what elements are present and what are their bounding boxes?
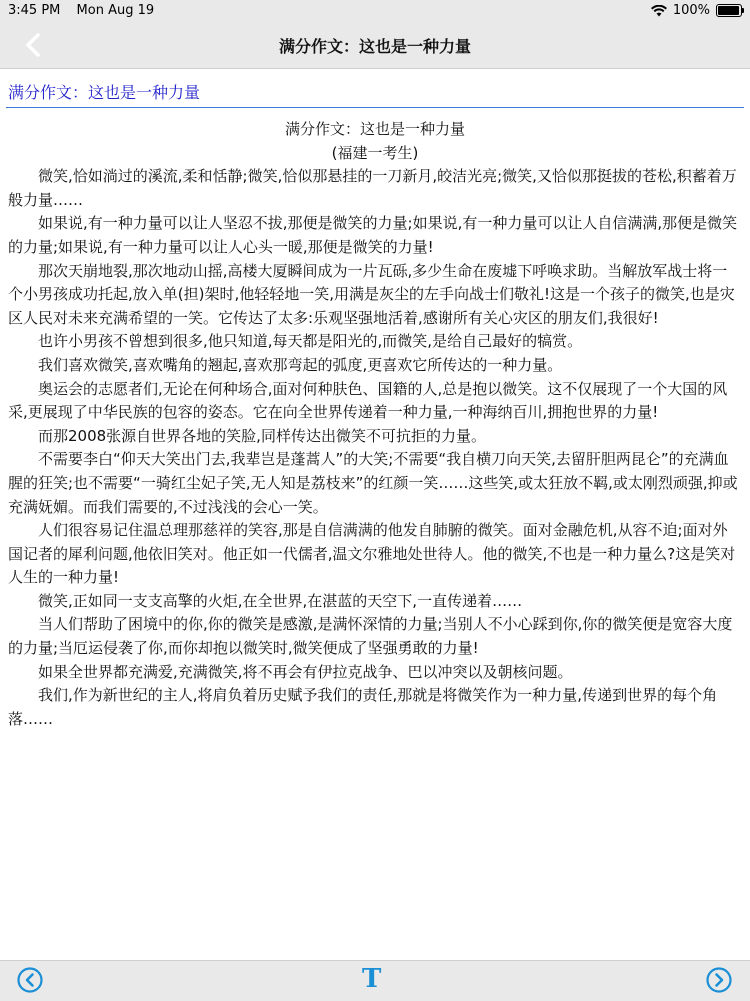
article-paragraph: 那次天崩地裂,那次地动山摇,高楼大厦瞬间成为一片瓦砾,多少生命在废墟下呼唤求助。当解放军战士将一个小男孩成功托起,放入单(担)架时,他轻轻地一笑,用满是灰尘的左手向战士们敬礼!这是一个孩子的微笑,也是灾区人民对未来充满希望的一笑。它传达了太多:乐观坚强地活着,感谢所有关心灾区的朋友们,我很好! — [8, 261, 735, 327]
wifi-icon — [651, 5, 667, 17]
article-paragraph: 而那2008张源自世界各地的笑脸,同样传达出微笑不可抗拒的力量。 — [38, 426, 486, 445]
page-subtitle: 满分作文：这也是一种力量 — [8, 83, 201, 102]
status-date: Mon Aug 19 — [76, 3, 155, 18]
article-paragraph: 当人们帮助了困境中的你,你的微笑是感激,是满怀深情的力量;当别人不小心踩到你,你的微笑便是宽容大度的力量;当厄运侵袭了你,而你却抱以微笑时,微笑便成了坚强勇敢的力量! — [8, 615, 733, 658]
nav-title: 满分作文：这也是一种力量 — [278, 37, 471, 56]
article-paragraph: 奥运会的志愿者们,无论在何种场合,面对何种肤色、国籍的人,总是抱以微笑。这不仅展现了一个大国的风采,更展现了中华民族的包容的姿态。它在向全世界传递着一种力量,一种海纳百川,拥抱世界的力量! — [8, 379, 728, 422]
font-size-button[interactable]: T — [362, 964, 382, 994]
article-paragraph: 也许小男孩不曾想到很多,他只知道,每天都是阳光的,而微笑,是给自己最好的犒赏。 — [38, 332, 583, 351]
article-paragraph: 微笑,正如同一支支高擎的火炬,在全世界,在湛蓝的天空下,一直传递着…… — [38, 591, 523, 610]
article-paragraph: 如果说,有一种力量可以让人坚忍不拔,那便是微笑的力量;如果说,有一种力量可以让人自信满满,那便是微笑的力量;如果说,有一种力量可以让人心头一暖,那便是微笑的力量! — [8, 214, 738, 256]
article-paragraph: 我们喜欢微笑,喜欢嘴角的翘起,喜欢那弯起的弧度,更喜欢它所传达的一种力量。 — [38, 355, 563, 374]
article-paragraph: 人们很容易记住温总理那慈祥的笑容,那是自信满满的他发自肺腑的微笑。面对金融危机,从容不迫;面对外国记者的犀利问题,他依旧笑对。他正如一代儒者,温文尔雅地处世待人。他的微笑,不也是一种力量么?这是笑对人生的一种力量! — [8, 521, 736, 587]
article-paragraph: 如果全世界都充满爱,充满微笑,将不再会有伊拉克战争、巴以冲突以及朝核问题。 — [38, 662, 573, 681]
nav-bar — [0, 22, 750, 69]
article-title: 满分作文：这也是一种力量 — [284, 120, 465, 138]
article-author: (福建一考生) — [331, 143, 419, 162]
subtitle-divider — [6, 107, 744, 108]
article-paragraph: 微笑,恰如淌过的溪流,柔和恬静;微笑,恰似那悬挂的一刀新月,皎洁光亮;微笑,又恰似那挺拔的苍松,积蓄着万般力量…… — [8, 167, 737, 209]
battery-icon — [716, 4, 742, 17]
status-time: 3:45 PM — [8, 3, 61, 18]
article-paragraph: 不需要李白“仰天大笑出门去,我辈岂是蓬蒿人”的大笑;不需要“我自横刀向天笑,去留肝胆两昆仑”的充满血腥的狂笑;也不需要“一骑红尘妃子笑,无人知是荔枝来”的红颜一笑……这些笑,或太狂放不羁,或太刚烈顽强,抑或充满妩媚。而我们需要的,不过浅浅的会心一笑。 — [8, 450, 738, 516]
battery-percent: 100% — [672, 3, 710, 18]
bottom-toolbar — [0, 960, 750, 1001]
prev-circle-icon[interactable] — [17, 967, 43, 993]
article-paragraph: 我们,作为新世纪的主人,将肩负着历史赋予我们的责任,那就是将微笑作为一种力量,传递到世界的每个角落…… — [8, 686, 718, 728]
status-bar — [0, 0, 750, 22]
next-circle-icon[interactable] — [706, 967, 732, 993]
article-body — [8, 118, 742, 731]
